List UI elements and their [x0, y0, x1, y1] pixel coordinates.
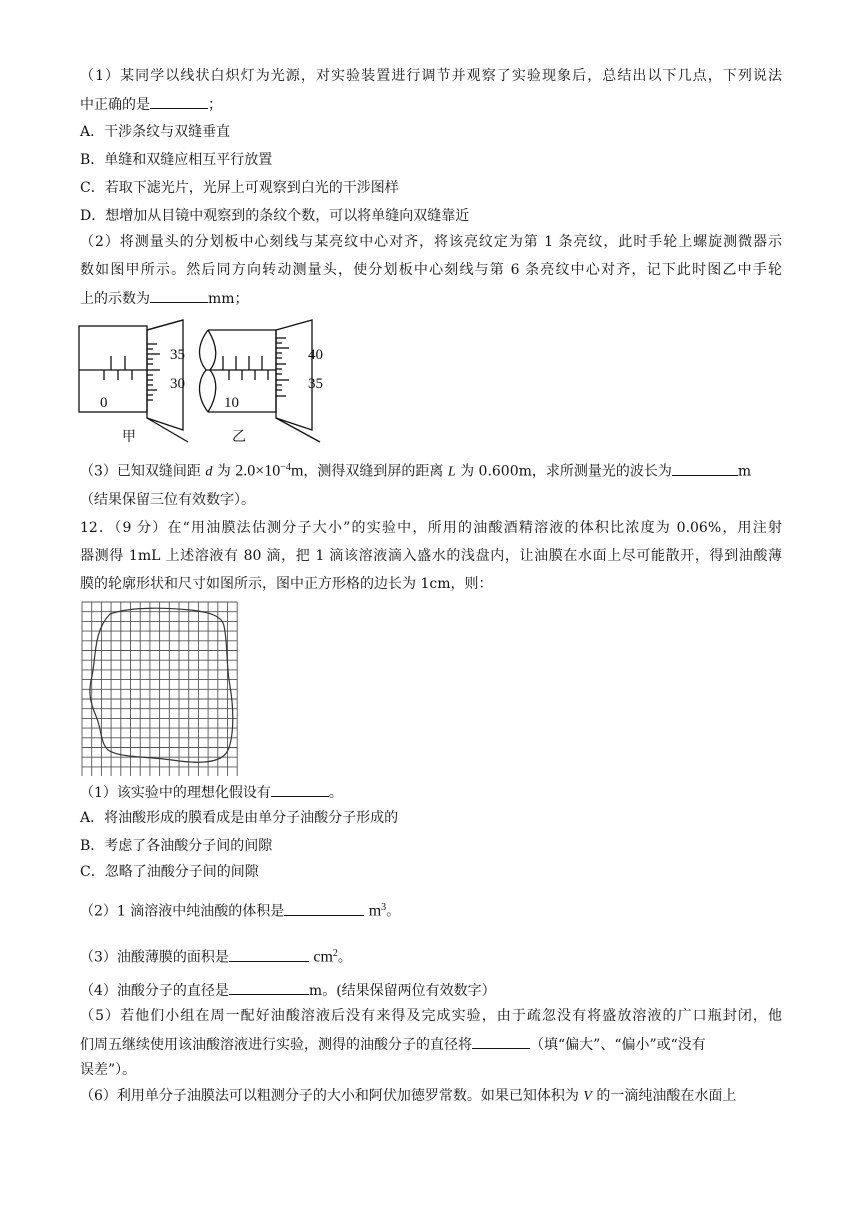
q11-part2-line3: 上的示数为 mm；	[80, 288, 249, 309]
q12-option-c: C．忽略了油酸分子间的间隙	[80, 864, 259, 880]
micrometer-figures	[76, 318, 356, 458]
q12-stem-line2: 器测得 1mL 上述溶液有 80 滴，把 1 滴该溶液滴入盛水的浅盘内，让油膜在水面上尽可能散开，得到油酸薄	[80, 548, 782, 564]
q12-sub3: （3）油酸薄膜的面积是 $cm^2$。	[80, 948, 352, 966]
q12-option-a: A．将油酸形成的膜看成是由单分子油酸分子形成的	[80, 810, 399, 826]
yi-tick-label-1: 40	[308, 347, 323, 363]
q12-sub2: （2）1 滴溶液中纯油酸的体积是 $m^3$。	[80, 902, 401, 920]
answer-blank	[472, 1034, 530, 1049]
q12-option-b: B．考虑了各油酸分子间的间隙	[80, 838, 273, 854]
q11-part3-line2: （结果保留三位有效数字）。	[80, 492, 255, 508]
jia-tick-label-1: 35	[170, 347, 185, 363]
q11-part1-line2: 中正确的是 ；	[80, 94, 222, 115]
q11-option-d: D．想增加从目镜中观察到的条纹个数，可以将单缝向双缝靠近	[80, 208, 470, 224]
answer-blank	[672, 461, 738, 476]
q12-stem-line3: 膜的轮廓形状和尺寸如图所示，图中正方形格的边长为 1cm，则：	[80, 576, 493, 592]
answer-blank	[150, 94, 208, 109]
answer-blank	[150, 288, 208, 303]
oil-film-grid-figure	[80, 600, 238, 776]
figure-caption-jia: 甲	[122, 429, 136, 445]
q12-stem-line1: 12．（9 分）在“用油膜法估测分子大小”的实验中，所用的油酸酒精溶液的体积比浓度为 0.06%，用注射	[80, 520, 782, 536]
answer-blank	[229, 947, 309, 962]
q11-part3-line1: （3）已知双缝间距 d 为 $2.0\times 10^{-4}m$，测得双缝到屏的距离 L 为 0.600m，求所测量光的波长为 m	[80, 462, 752, 480]
q11-part2-line2: 数如图甲所示。然后同方向转动测量头，使分划板中心刻线与第 6 条亮纹中心对齐，记下此时图乙中手轮	[80, 262, 782, 278]
q11-option-b: B．单缝和双缝应相互平行放置	[80, 152, 273, 168]
q12-sub4: （4）油酸分子的直径是 m。(结果保留两位有效数字）	[80, 980, 496, 1001]
q12-sub1: （1）该实验中的理想化假设有 。	[80, 782, 343, 803]
figure-caption-yi: 乙	[232, 429, 246, 445]
q11-part1-prompt: 中正确的是	[80, 97, 150, 113]
answer-blank	[229, 980, 309, 995]
jia-main-label: 0	[100, 395, 108, 411]
q12-sub5-line3: 误差”）。	[80, 1062, 137, 1078]
answer-blank	[271, 782, 329, 797]
q11-option-a: A．干涉条纹与双缝垂直	[80, 124, 231, 140]
yi-main-label: 10	[224, 395, 239, 411]
yi-tick-label-2: 35	[308, 376, 323, 392]
q11-option-c: C．若取下滤光片，光屏上可观察到白光的干涉图样	[80, 180, 399, 196]
q11-part1-line1: （1）某同学以线状白炽灯为光源，对实验装置进行调节并观察了实验现象后，总结出以下几点，下列说法	[80, 68, 782, 84]
q12-sub5-line1: （5）若他们小组在周一配好油酸溶液后没有来得及完成实验，由于疏忽没有将盛放溶液的广口瓶封闭，他	[80, 1008, 782, 1024]
jia-tick-label-2: 30	[170, 376, 185, 392]
q12-sub6-line1: （6）利用单分子油膜法可以粗测分子的大小和阿伏加德罗常数。如果已知体积为 V 的一滴纯油酸在水面上	[80, 1088, 737, 1104]
answer-blank	[284, 901, 364, 916]
q11-part2-line1: （2）将测量头的分划板中心刻线与某亮纹中心对齐，将该亮纹定为第 1 条亮纹，此时手轮上螺旋测微器示	[80, 234, 782, 250]
grid-lines	[82, 602, 237, 776]
micrometer-yi	[200, 320, 321, 442]
q12-sub5-line2: 们周五继续使用该油酸溶液进行实验，测得的油酸分子的直径将 （填“偏大”、“偏小”或“没有	[80, 1034, 706, 1055]
